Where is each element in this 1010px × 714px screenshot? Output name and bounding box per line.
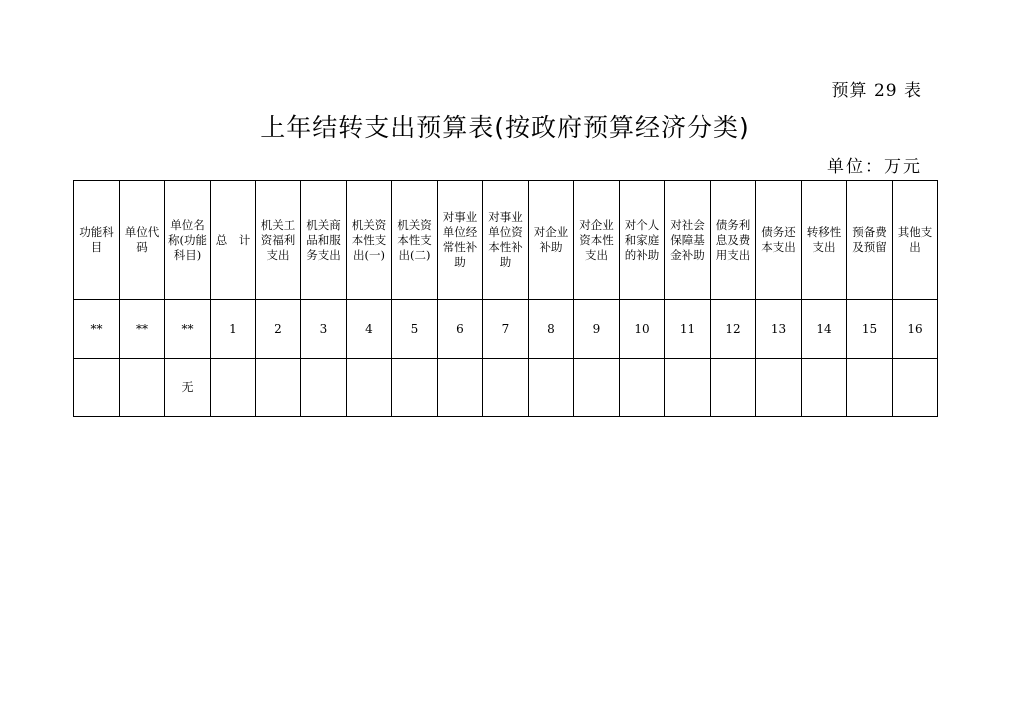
table-cell: 无 (165, 359, 211, 417)
table-cell (893, 359, 938, 417)
index-cell: 13 (756, 300, 802, 359)
header-row (74, 181, 938, 300)
table-row (74, 359, 938, 417)
index-cell: 3 (301, 300, 347, 359)
column-header: 机关资本性支出(一) (347, 181, 392, 300)
index-cell: ** (120, 300, 165, 359)
table-cell (211, 359, 256, 417)
column-header: 债务利息及费用支出 (711, 181, 756, 300)
table-cell (438, 359, 483, 417)
column-header: 总 计 (211, 181, 256, 300)
index-cell: 8 (529, 300, 574, 359)
column-header: 对企业资本性支出 (574, 181, 620, 300)
column-header: 对企业补助 (529, 181, 574, 300)
table-cell (620, 359, 665, 417)
table-cell (74, 359, 120, 417)
column-header: 对事业单位资本性补助 (483, 181, 529, 300)
index-cell: 9 (574, 300, 620, 359)
index-cell: 10 (620, 300, 665, 359)
index-cell: 16 (893, 300, 938, 359)
budget-table (73, 180, 938, 417)
column-header: 其他支出 (893, 181, 938, 300)
column-header: 机关工资福利支出 (256, 181, 301, 300)
index-cell: 4 (347, 300, 392, 359)
column-header: 对社会保障基金补助 (665, 181, 711, 300)
table-cell (347, 359, 392, 417)
index-cell: 15 (847, 300, 893, 359)
page-title: 上年结转支出预算表(按政府预算经济分类) (260, 113, 750, 142)
index-cell: 1 (211, 300, 256, 359)
table-cell (256, 359, 301, 417)
table-cell (392, 359, 438, 417)
index-cell: ** (74, 300, 120, 359)
table-cell (665, 359, 711, 417)
column-header: 机关资本性支出(二) (392, 181, 438, 300)
column-header: 债务还本支出 (756, 181, 802, 300)
table-cell (847, 359, 893, 417)
table-cell (529, 359, 574, 417)
index-cell: 6 (438, 300, 483, 359)
table-cell (711, 359, 756, 417)
table-cell (574, 359, 620, 417)
table-cell (120, 359, 165, 417)
table-cell (802, 359, 847, 417)
table-cell (756, 359, 802, 417)
index-cell: 11 (665, 300, 711, 359)
index-cell: 14 (802, 300, 847, 359)
column-header: 对事业单位经常性补助 (438, 181, 483, 300)
column-header: 机关商品和服务支出 (301, 181, 347, 300)
index-cell: 5 (392, 300, 438, 359)
index-row (74, 300, 938, 359)
index-cell: ** (165, 300, 211, 359)
table-cell (301, 359, 347, 417)
column-header: 单位代码 (120, 181, 165, 300)
index-cell: 12 (711, 300, 756, 359)
column-header: 转移性支出 (802, 181, 847, 300)
index-cell: 7 (483, 300, 529, 359)
table-number: 预算 29 表 (831, 81, 922, 101)
table-cell (483, 359, 529, 417)
column-header: 单位名称(功能科目) (165, 181, 211, 300)
column-header: 对个人和家庭的补助 (620, 181, 665, 300)
unit-label: 单位：万元 (827, 157, 922, 177)
index-cell: 2 (256, 300, 301, 359)
column-header: 功能科目 (74, 181, 120, 300)
column-header: 预备费及预留 (847, 181, 893, 300)
